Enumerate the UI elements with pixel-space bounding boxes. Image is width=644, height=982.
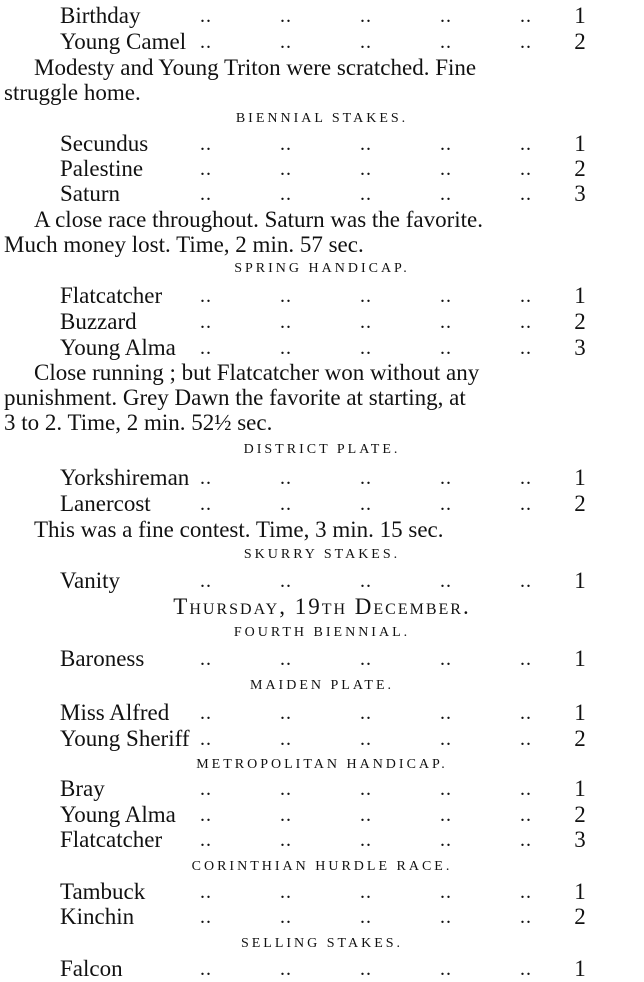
- leader-dots: ..: [440, 906, 452, 928]
- result-row: [0, 309, 644, 335]
- result-row: [0, 29, 644, 55]
- leader-dots: ..: [280, 829, 292, 851]
- leader-dots: ..: [520, 958, 532, 980]
- leader-dots: ..: [360, 958, 372, 980]
- race-heading: SPRING HANDICAP.: [234, 261, 410, 276]
- leader-dots: ..: [440, 829, 452, 851]
- leader-dots: ..: [520, 804, 532, 826]
- horse-name: Flatcatcher: [60, 827, 163, 852]
- dot-leader: [200, 3, 550, 29]
- leader-dots: ..: [200, 881, 212, 903]
- leader-dots: ..: [280, 958, 292, 980]
- horse-name: Miss Alfred: [60, 700, 170, 725]
- leader-dots: ..: [280, 311, 292, 333]
- finish-place: 1: [574, 700, 586, 725]
- leader-dots: ..: [360, 702, 372, 724]
- race-heading: FOURTH BIENNIAL.: [233, 625, 411, 640]
- leader-dots: ..: [520, 31, 532, 53]
- finish-place: 1: [574, 776, 586, 801]
- leader-dots: ..: [440, 183, 452, 205]
- dot-leader: [200, 802, 550, 828]
- finish-place: 2: [574, 309, 586, 334]
- result-row: [0, 802, 644, 828]
- leader-dots: ..: [200, 183, 212, 205]
- result-row: [0, 904, 644, 930]
- leader-dots: ..: [520, 285, 532, 307]
- leader-dots: ..: [360, 493, 372, 515]
- leader-dots: ..: [440, 804, 452, 826]
- leader-dots: ..: [200, 311, 212, 333]
- leader-dots: ..: [200, 133, 212, 155]
- horse-name: Secundus: [60, 131, 149, 156]
- leader-dots: ..: [440, 958, 452, 980]
- leader-dots: ..: [520, 881, 532, 903]
- leader-dots: ..: [360, 881, 372, 903]
- horse-name: Young Sheriff: [60, 726, 190, 751]
- race-heading: SKURRY STAKES.: [243, 547, 401, 562]
- leader-dots: ..: [360, 829, 372, 851]
- dot-leader: [200, 904, 550, 930]
- leader-dots: ..: [360, 5, 372, 27]
- leader-dots: ..: [280, 5, 292, 27]
- leader-dots: ..: [360, 311, 372, 333]
- horse-name: Buzzard: [60, 309, 137, 334]
- finish-place: 2: [574, 802, 586, 827]
- leader-dots: ..: [440, 133, 452, 155]
- horse-name: Young Alma: [60, 335, 176, 360]
- dot-leader: [200, 491, 550, 517]
- finish-place: 1: [574, 646, 586, 671]
- horse-name: Yorkshireman: [60, 465, 190, 490]
- leader-dots: ..: [280, 337, 292, 359]
- leader-dots: ..: [280, 728, 292, 750]
- leader-dots: ..: [280, 906, 292, 928]
- leader-dots: ..: [280, 702, 292, 724]
- leader-dots: ..: [360, 728, 372, 750]
- race-heading: BIENNIAL STAKES.: [235, 111, 409, 126]
- leader-dots: ..: [440, 337, 452, 359]
- leader-dots: ..: [520, 493, 532, 515]
- leader-dots: ..: [280, 133, 292, 155]
- leader-dots: ..: [440, 881, 452, 903]
- finish-place: 2: [574, 904, 586, 929]
- race-heading: METROPOLITAN HANDICAP.: [196, 757, 448, 772]
- leader-dots: ..: [440, 728, 452, 750]
- leader-dots: ..: [520, 133, 532, 155]
- leader-dots: ..: [200, 493, 212, 515]
- leader-dots: ..: [200, 285, 212, 307]
- leader-dots: ..: [360, 778, 372, 800]
- leader-dots: ..: [280, 881, 292, 903]
- dot-leader: [200, 646, 550, 672]
- result-row: [0, 3, 644, 29]
- race-heading: CORINTHIAN HURDLE RACE.: [191, 859, 453, 874]
- leader-dots: ..: [200, 728, 212, 750]
- result-row: [0, 131, 644, 157]
- dot-leader: [200, 700, 550, 726]
- leader-dots: ..: [200, 778, 212, 800]
- leader-dots: ..: [200, 467, 212, 489]
- dot-leader: [200, 131, 550, 157]
- leader-dots: ..: [360, 31, 372, 53]
- leader-dots: ..: [520, 778, 532, 800]
- leader-dots: ..: [200, 5, 212, 27]
- leader-dots: ..: [520, 183, 532, 205]
- dot-leader: [200, 181, 550, 207]
- result-row: [0, 181, 644, 207]
- finish-place: 1: [574, 283, 586, 308]
- leader-dots: ..: [520, 702, 532, 724]
- race-note: [4, 360, 642, 435]
- leader-dots: ..: [360, 337, 372, 359]
- race-heading: DISTRICT PLATE.: [243, 442, 401, 457]
- dot-leader: [200, 283, 550, 309]
- leader-dots: ..: [440, 285, 452, 307]
- dot-leader: [200, 465, 550, 491]
- leader-dots: ..: [440, 5, 452, 27]
- result-row: [0, 335, 644, 361]
- finish-place: 2: [574, 491, 586, 516]
- note-line: struggle home.: [4, 80, 141, 105]
- result-row: [0, 491, 644, 517]
- horse-name: Baroness: [60, 646, 145, 671]
- horse-name: Flatcatcher: [60, 283, 163, 308]
- leader-dots: ..: [440, 467, 452, 489]
- dot-leader: [200, 776, 550, 802]
- finish-place: 1: [574, 465, 586, 490]
- leader-dots: ..: [520, 570, 532, 592]
- horse-name: Tambuck: [60, 879, 146, 904]
- leader-dots: ..: [280, 31, 292, 53]
- horse-name: Young Camel: [60, 29, 187, 54]
- leader-dots: ..: [280, 648, 292, 670]
- finish-place: 2: [574, 156, 586, 181]
- leader-dots: ..: [360, 804, 372, 826]
- leader-dots: ..: [280, 467, 292, 489]
- dot-leader: [200, 309, 550, 335]
- leader-dots: ..: [520, 829, 532, 851]
- leader-dots: ..: [520, 728, 532, 750]
- finish-place: 1: [574, 879, 586, 904]
- result-row: [0, 156, 644, 182]
- leader-dots: ..: [360, 183, 372, 205]
- leader-dots: ..: [440, 702, 452, 724]
- finish-place: 3: [574, 181, 586, 206]
- result-row: [0, 879, 644, 905]
- horse-name: Vanity: [60, 568, 121, 593]
- leader-dots: ..: [440, 493, 452, 515]
- leader-dots: ..: [200, 804, 212, 826]
- finish-place: 2: [574, 29, 586, 54]
- finish-place: 1: [574, 956, 586, 981]
- result-row: [0, 283, 644, 309]
- leader-dots: ..: [280, 493, 292, 515]
- race-note: [4, 207, 642, 257]
- leader-dots: ..: [360, 648, 372, 670]
- result-row: [0, 700, 644, 726]
- note-line: Much money lost. Time, 2 min. 57 sec.: [4, 232, 364, 257]
- leader-dots: ..: [200, 829, 212, 851]
- leader-dots: ..: [200, 906, 212, 928]
- dot-leader: [200, 879, 550, 905]
- leader-dots: ..: [440, 778, 452, 800]
- leader-dots: ..: [520, 5, 532, 27]
- leader-dots: ..: [280, 158, 292, 180]
- leader-dots: ..: [360, 467, 372, 489]
- note-line: Close running ; but Flatcatcher won without any: [34, 360, 480, 385]
- leader-dots: ..: [200, 337, 212, 359]
- result-row: [0, 827, 644, 853]
- result-row: [0, 465, 644, 491]
- result-row: [0, 568, 644, 594]
- horse-name: Young Alma: [60, 802, 176, 827]
- horse-name: Kinchin: [60, 904, 135, 929]
- dot-leader: [200, 827, 550, 853]
- race-note: [4, 55, 642, 105]
- finish-place: 2: [574, 726, 586, 751]
- leader-dots: ..: [440, 311, 452, 333]
- finish-place: 3: [574, 827, 586, 852]
- leader-dots: ..: [360, 906, 372, 928]
- race-heading: MAIDEN PLATE.: [250, 678, 394, 693]
- leader-dots: ..: [200, 958, 212, 980]
- horse-name: Saturn: [60, 181, 121, 206]
- leader-dots: ..: [520, 158, 532, 180]
- leader-dots: ..: [440, 31, 452, 53]
- leader-dots: ..: [520, 311, 532, 333]
- leader-dots: ..: [280, 778, 292, 800]
- horse-name: Bray: [60, 776, 105, 801]
- leader-dots: ..: [440, 648, 452, 670]
- race-heading: SELLING STAKES.: [240, 936, 404, 951]
- note-line: 3 to 2. Time, 2 min. 52½ sec.: [4, 410, 273, 435]
- dot-leader: [200, 335, 550, 361]
- note-line: A close race throughout. Saturn was the favorite.: [34, 207, 484, 232]
- result-row: [0, 776, 644, 802]
- dot-leader: [200, 956, 550, 982]
- leader-dots: ..: [200, 31, 212, 53]
- result-row: [0, 956, 644, 982]
- leader-dots: ..: [200, 648, 212, 670]
- finish-place: 1: [574, 131, 586, 156]
- result-row: [0, 646, 644, 672]
- race-note: [4, 517, 642, 542]
- meeting-date: Thursday, 19th December.: [173, 594, 471, 619]
- note-line: This was a fine contest. Time, 3 min. 15 sec.: [34, 517, 444, 542]
- dot-leader: [200, 156, 550, 182]
- leader-dots: ..: [440, 158, 452, 180]
- leader-dots: ..: [440, 570, 452, 592]
- leader-dots: ..: [200, 570, 212, 592]
- note-line: Modesty and Young Triton were scratched. Fine: [34, 55, 477, 80]
- leader-dots: ..: [520, 648, 532, 670]
- horse-name: Palestine: [60, 156, 144, 181]
- dot-leader: [200, 726, 550, 752]
- horse-name: Birthday: [60, 3, 141, 28]
- leader-dots: ..: [520, 906, 532, 928]
- dot-leader: [200, 568, 550, 594]
- leader-dots: ..: [360, 285, 372, 307]
- leader-dots: ..: [280, 804, 292, 826]
- leader-dots: ..: [360, 570, 372, 592]
- leader-dots: ..: [280, 285, 292, 307]
- finish-place: 3: [574, 335, 586, 360]
- leader-dots: ..: [280, 570, 292, 592]
- note-line: punishment. Grey Dawn the favorite at starting, at: [4, 385, 466, 410]
- horse-name: Lanercost: [60, 491, 151, 516]
- leader-dots: ..: [520, 467, 532, 489]
- result-row: [0, 726, 644, 752]
- leader-dots: ..: [280, 183, 292, 205]
- dot-leader: [200, 29, 550, 55]
- finish-place: 1: [574, 568, 586, 593]
- leader-dots: ..: [200, 702, 212, 724]
- finish-place: 1: [574, 3, 586, 28]
- horse-name: Falcon: [60, 956, 123, 981]
- leader-dots: ..: [200, 158, 212, 180]
- leader-dots: ..: [360, 158, 372, 180]
- leader-dots: ..: [520, 337, 532, 359]
- leader-dots: ..: [360, 133, 372, 155]
